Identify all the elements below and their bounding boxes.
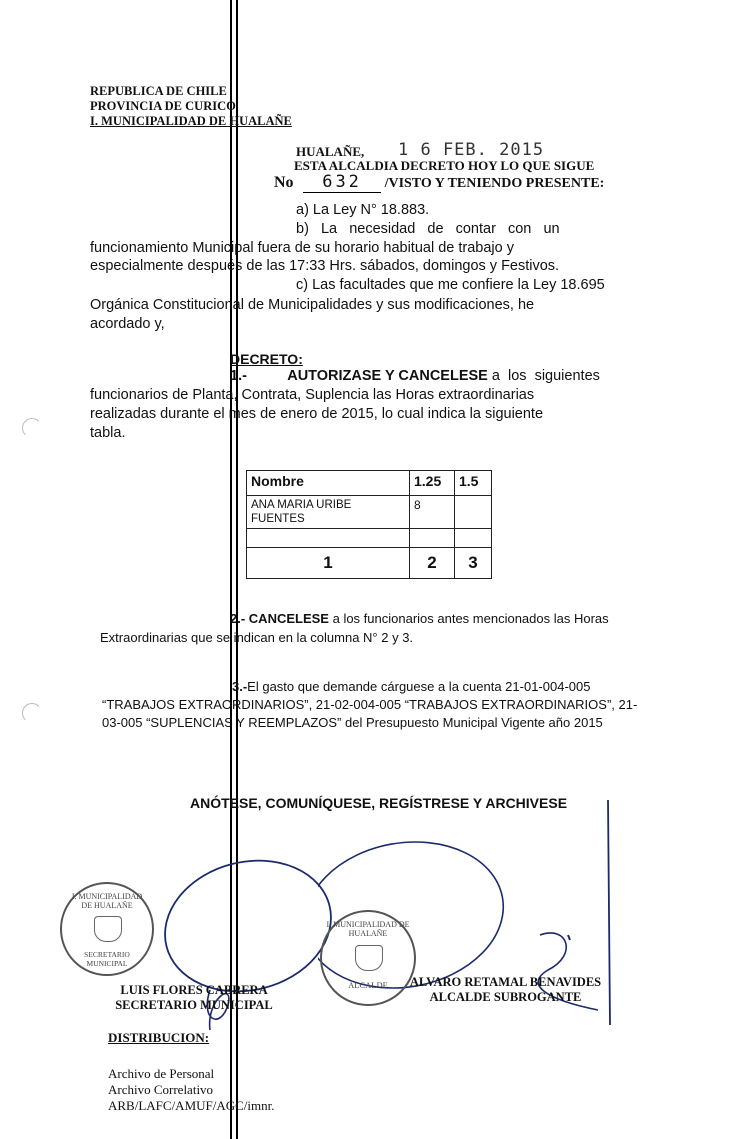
cell-empty	[410, 529, 455, 548]
closing-formula: ANÓTESE, COMUNÍQUESE, REGÍSTRESE Y ARCHIVESE	[190, 795, 568, 811]
table-empty-row	[247, 529, 492, 548]
considerando-a: a) La Ley N° 18.883.	[296, 202, 430, 218]
left-signer	[104, 983, 284, 1013]
left-signer-name: LUIS FLORES CABRERA	[120, 983, 268, 997]
header-nombre: Nombre	[247, 471, 410, 496]
considerando-b-first: b) La necesidad de contar con un	[296, 221, 560, 237]
table-row	[247, 496, 492, 529]
decree-number: 632	[303, 172, 381, 193]
considerando-c-line2: Orgánica Constitucional de Municipalidades y sus modificaciones, he	[90, 297, 535, 313]
paragraph-2-line2: Extraordinarias que se indican en la columna N° 2 y 3.	[100, 630, 414, 645]
overtime-table	[246, 470, 492, 579]
header-country: REPUBLICA DE CHILE	[90, 84, 227, 98]
decreto-title: DECRETO:	[230, 351, 303, 367]
right-seal-emblem	[355, 945, 383, 971]
paragraph-3-line3: 03-005 “SUPLENCIAS Y REEMPLAZOS” del Presupuesto Municipal Vigente año 2015	[102, 715, 603, 730]
punch-hole-top	[22, 418, 42, 438]
footer-col-2: 2	[410, 548, 455, 579]
distribucion-list	[108, 1066, 275, 1114]
cell-empty	[247, 529, 410, 548]
considerando-c-first: c) Las facultades que me confiere la Ley 18.695	[296, 277, 605, 293]
paragraph-1-first: 1.- AUTORIZASE Y CANCELESE a los siguientes	[230, 368, 600, 384]
left-seal-emblem	[94, 916, 122, 942]
dateline-place: HUALAÑE,	[296, 144, 365, 159]
left-seal-text-bottom: SECRETARIO MUNICIPAL	[84, 950, 130, 968]
list-item: ARB/LAFC/AMUF/AGC/imnr.	[108, 1098, 275, 1113]
punch-hole-bottom	[22, 703, 42, 723]
right-signer-title: ALCALDE SUBROGANTE	[429, 990, 582, 1004]
list-item: Archivo Correlativo	[108, 1082, 214, 1097]
right-signer	[398, 975, 613, 1005]
right-signer-name: ALVARO RETAMAL BENAVIDES	[409, 975, 602, 989]
paragraph-2-first: 2.- CANCELESE a los funcionarios antes mencionados las Horas	[230, 611, 609, 626]
cell-empty	[455, 529, 492, 548]
paragraph-1-line4: tabla.	[90, 425, 126, 441]
considerando-b-line3: especialmente después de las 17:33 Hrs. sábados, domingos y Festivos.	[90, 258, 560, 274]
distribucion-title: DISTRIBUCION:	[108, 1030, 210, 1045]
number-label: No	[274, 174, 294, 191]
decree-number-line	[274, 172, 604, 193]
paragraph-3-line2: “TRABAJOS EXTRAORDINARIOS”, 21-02-004-005 “TRABAJOS EXTRAORDINARIOS”, 21-	[102, 697, 638, 712]
header-15: 1.5	[455, 471, 492, 496]
paragraph-3-first: 3.-El gasto que demande cárguese a la cuenta 21-01-004-005	[232, 679, 591, 694]
considerando-c-line3: acordado y,	[90, 316, 165, 332]
alcaldia-line: ESTA ALCALDIA DECRETO HOY LO QUE SIGUE	[294, 158, 595, 173]
table-header-row	[247, 471, 492, 496]
right-seal-text-top: I. MUNICIPALIDAD DE HUALAÑE	[326, 920, 410, 938]
header-province: PROVINCIA DE CURICO	[90, 99, 236, 113]
cell-125: 8	[410, 496, 455, 529]
footer-col-1: 1	[247, 548, 410, 579]
list-item: Archivo de Personal	[108, 1066, 215, 1081]
considerando-b-line2: funcionamiento Municipal fuera de su horario habitual de trabajo y	[90, 240, 514, 256]
date-stamp: 1 6 FEB. 2015	[398, 140, 545, 160]
right-seal-text-bottom: ALCALDE	[348, 980, 388, 990]
visto-text: /VISTO Y TENIENDO PRESENTE:	[384, 176, 605, 191]
left-municipal-seal	[60, 882, 154, 976]
paragraph-1-line2: funcionarios de Planta, Contrata, Suplencia las Horas extraordinarias	[90, 387, 535, 403]
left-signer-title: SECRETARIO MUNICIPAL	[115, 998, 273, 1012]
cell-name: ANA MARIA URIBE FUENTES	[247, 496, 410, 529]
header-municipality: I. MUNICIPALIDAD DE HUALAÑE	[90, 114, 292, 128]
paragraph-1-line3: realizadas durante el mes de enero de 2015, lo cual indica la siguiente	[90, 406, 544, 422]
header-125: 1.25	[410, 471, 455, 496]
left-seal-text-top: I. MUNICIPALIDAD DE HUALAÑE	[71, 892, 143, 910]
cell-15	[455, 496, 492, 529]
table-footer-row	[247, 548, 492, 579]
letterhead	[90, 84, 292, 129]
footer-col-3: 3	[455, 548, 492, 579]
